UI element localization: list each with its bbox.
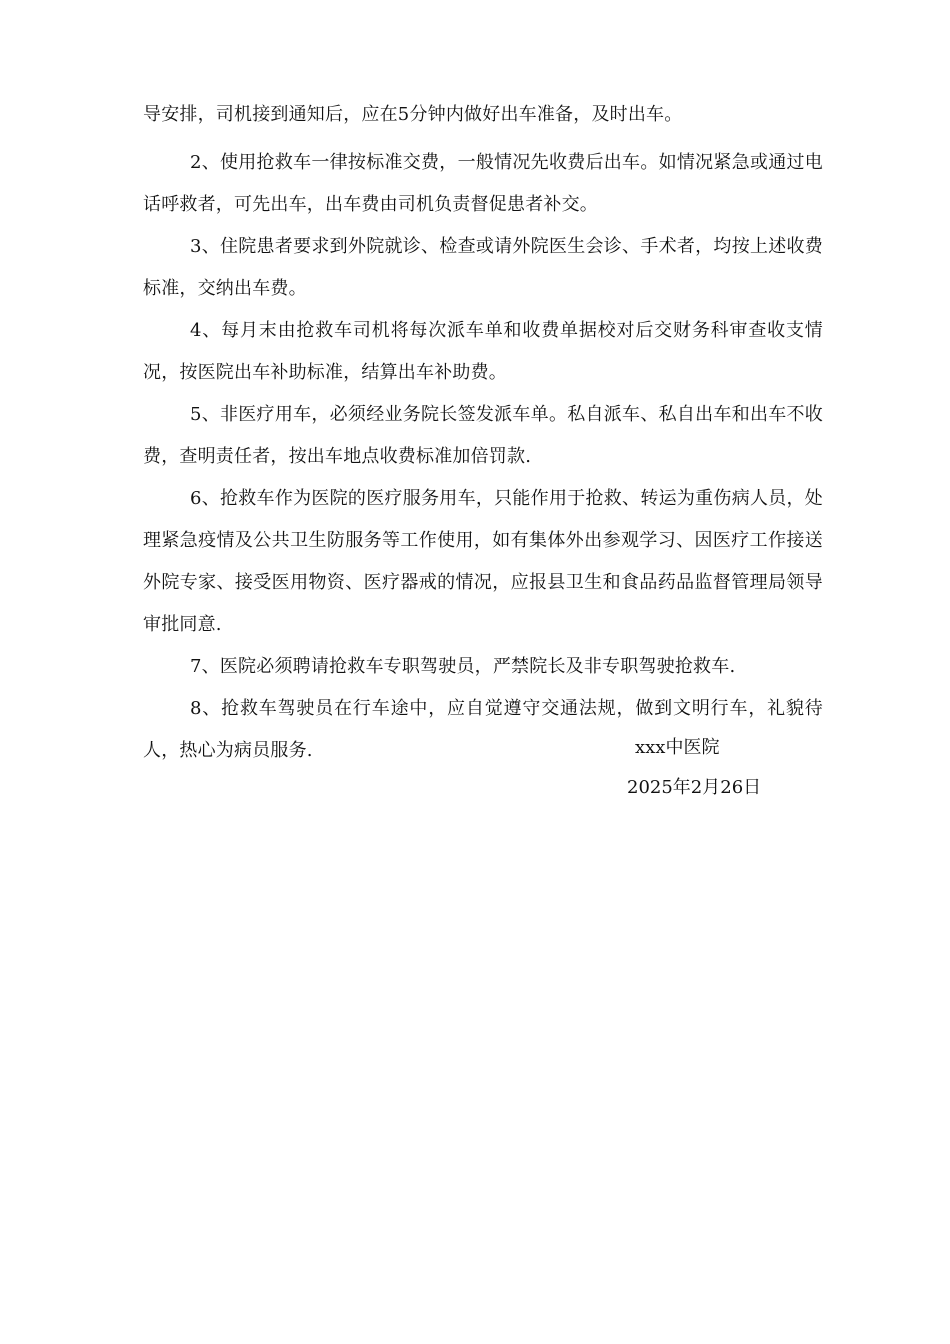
paragraph-item-6: 6、抢救车作为医院的医疗服务用车，只能作用于抢救、转运为重伤病人员，处理紧急疫情及公共卫生防服务等工作使用，如有集体外出参观学习、因医疗工作接送外院专家、接受医用物资、医疗器戒的情况，应报县卫生和食品药品监督管理局领导审批同意. xyxy=(143,488,823,635)
signature-block xyxy=(143,730,823,806)
paragraph-item-4: 4、每月末由抢救车司机将每次派车单和收费单据校对后交财务科审查收支情况，按医院出车补助标准，结算出车补助费。 xyxy=(143,320,823,383)
document-page xyxy=(143,94,823,798)
paragraph-item-7: 7、医院必须聘请抢救车专职驾驶员，严禁院长及非专职驾驶抢救车. xyxy=(190,656,736,677)
paragraph-continuation: 导安排，司机接到通知后，应在5分钟内做好出车准备，及时出车。 xyxy=(143,104,683,125)
paragraph-item-2: 2、使用抢救车一律按标准交费，一般情况先收费后出车。如情况紧急或通过电话呼救者，可先出车，出车费由司机负责督促患者补交。 xyxy=(143,152,823,215)
signature-date: 2025年2月26日 xyxy=(627,777,762,798)
paragraph-item-8: 8、抢救车驾驶员在行车途中，应自觉遵守交通法规，做到文明行车，礼貌待人，热心为病员服务. xyxy=(143,698,823,761)
paragraph-item-3: 3、住院患者要求到外院就诊、检查或请外院医生会诊、手术者，均按上述收费标准，交纳出车费。 xyxy=(143,236,823,299)
paragraph-item-5: 5、非医疗用车，必须经业务院长签发派车单。私自派车、私自出车和出车不收费，查明责任者，按出车地点收费标准加倍罚款. xyxy=(143,404,823,467)
signature-organization: xxx中医院 xyxy=(635,737,720,758)
